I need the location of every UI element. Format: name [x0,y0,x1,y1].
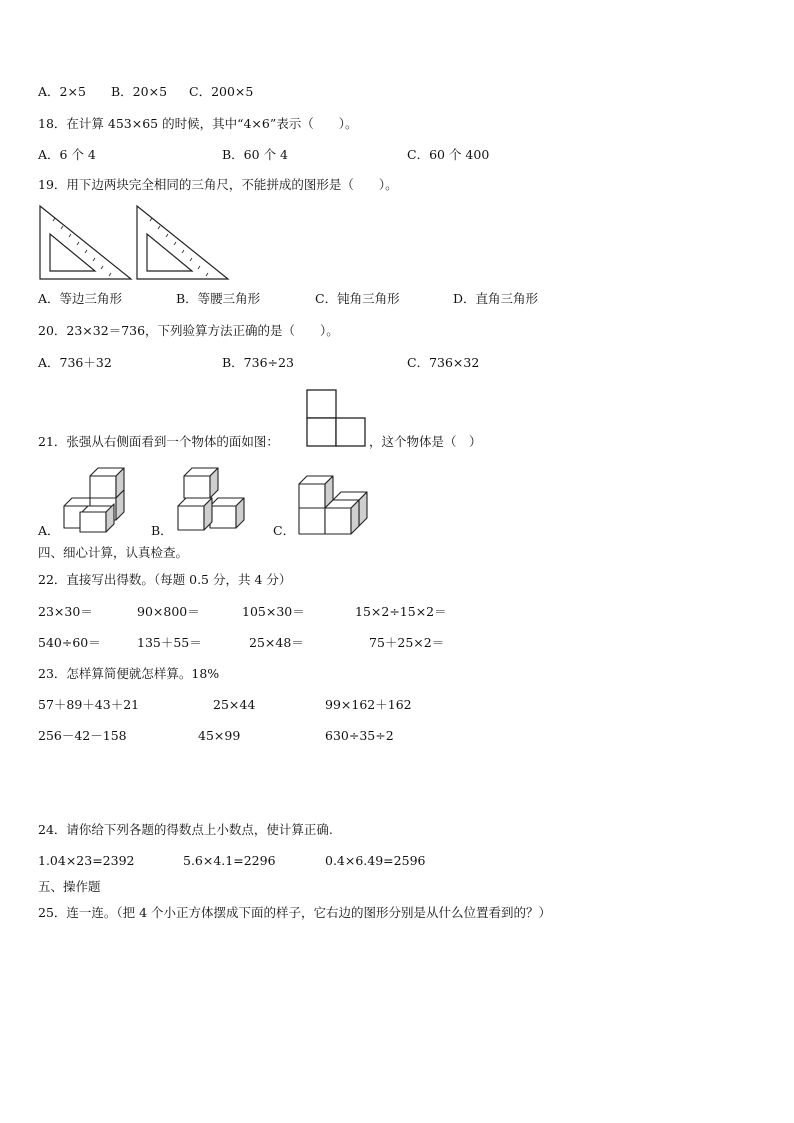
q23-item: 45×99 [198,728,241,743]
q18-stem: 18．在计算 453×65 的时候，其中“4×6”表示（ ）。 [38,116,358,131]
q22-item: 23×30＝ [38,604,93,619]
cube-stack-b [176,466,246,534]
right-side-view-figure [305,388,367,448]
triangle-ruler-2 [137,206,228,279]
q19-option-a: A．等边三角形 [38,291,123,306]
triangle-rulers-figure [38,204,232,282]
q24-item: 1.04×23=2392 [38,853,135,868]
q22-item: 135＋55＝ [137,635,202,650]
q17-option-c: C．200×5 [189,84,254,99]
q22-item: 105×30＝ [242,604,305,619]
q24-item: 5.6×4.1=2296 [183,853,276,868]
q21-stem-tail: ，这个物体是（ ） [369,434,482,449]
q19-option-c: C．钝角三角形 [315,291,400,306]
q23-item: 256－42－158 [38,728,127,743]
q23-item: 57＋89＋43＋21 [38,697,140,712]
q23-item: 25×44 [213,697,256,712]
q21-option-a: A． [38,523,60,538]
section-5-heading: 五、操作题 [38,879,101,894]
q19-stem: 19．用下边两块完全相同的三角尺，不能拼成的图形是（ ）。 [38,177,398,192]
q22-item: 25×48＝ [249,635,304,650]
q17-option-b: B．20×5 [111,84,168,99]
q24-item: 0.4×6.49=2596 [325,853,426,868]
q19-option-d: D．直角三角形 [453,291,539,306]
q22-item: 90×800＝ [137,604,200,619]
q21-stem: 21．张强从右侧面看到一个物体的面如图： [38,434,279,449]
q20-option-c: C．736×32 [407,355,480,370]
q22-item: 540÷60＝ [38,635,101,650]
q22-item: 15×2÷15×2＝ [355,604,447,619]
q24-stem: 24．请你给下列各题的得数点上小数点，使计算正确. [38,822,333,837]
cube-stack-a [62,466,128,534]
q20-stem: 20．23×32＝736，下列验算方法正确的是（ ）。 [38,323,339,338]
q23-stem: 23．怎样算简便就怎样算。18% [38,666,220,681]
q20-option-a: A．736＋32 [38,355,112,370]
q18-option-b: B．60 个 4 [222,147,288,162]
q19-option-b: B．等腰三角形 [176,291,261,306]
q18-option-a: A．6 个 4 [38,147,96,162]
q21-option-b: B． [151,523,173,538]
q21-option-c: C． [273,523,296,538]
q23-item: 99×162＋162 [325,697,412,712]
q23-item: 630÷35÷2 [325,728,394,743]
q17-option-a: A．2×5 [38,84,86,99]
triangle-ruler-1 [40,206,131,279]
cube-stack-c [297,474,369,536]
q20-option-b: B．736÷23 [222,355,294,370]
q22-stem: 22．直接写出得数。（每题 0.5 分，共 4 分） [38,572,292,587]
q25-stem: 25．连一连。（把 4 个小正方体摆成下面的样子，它右边的图形分别是从什么位置看到的？） [38,905,552,920]
section-4-heading: 四、细心计算，认真检查。 [38,545,189,560]
q22-item: 75＋25×2＝ [369,635,445,650]
q18-option-c: C．60 个 400 [407,147,490,162]
